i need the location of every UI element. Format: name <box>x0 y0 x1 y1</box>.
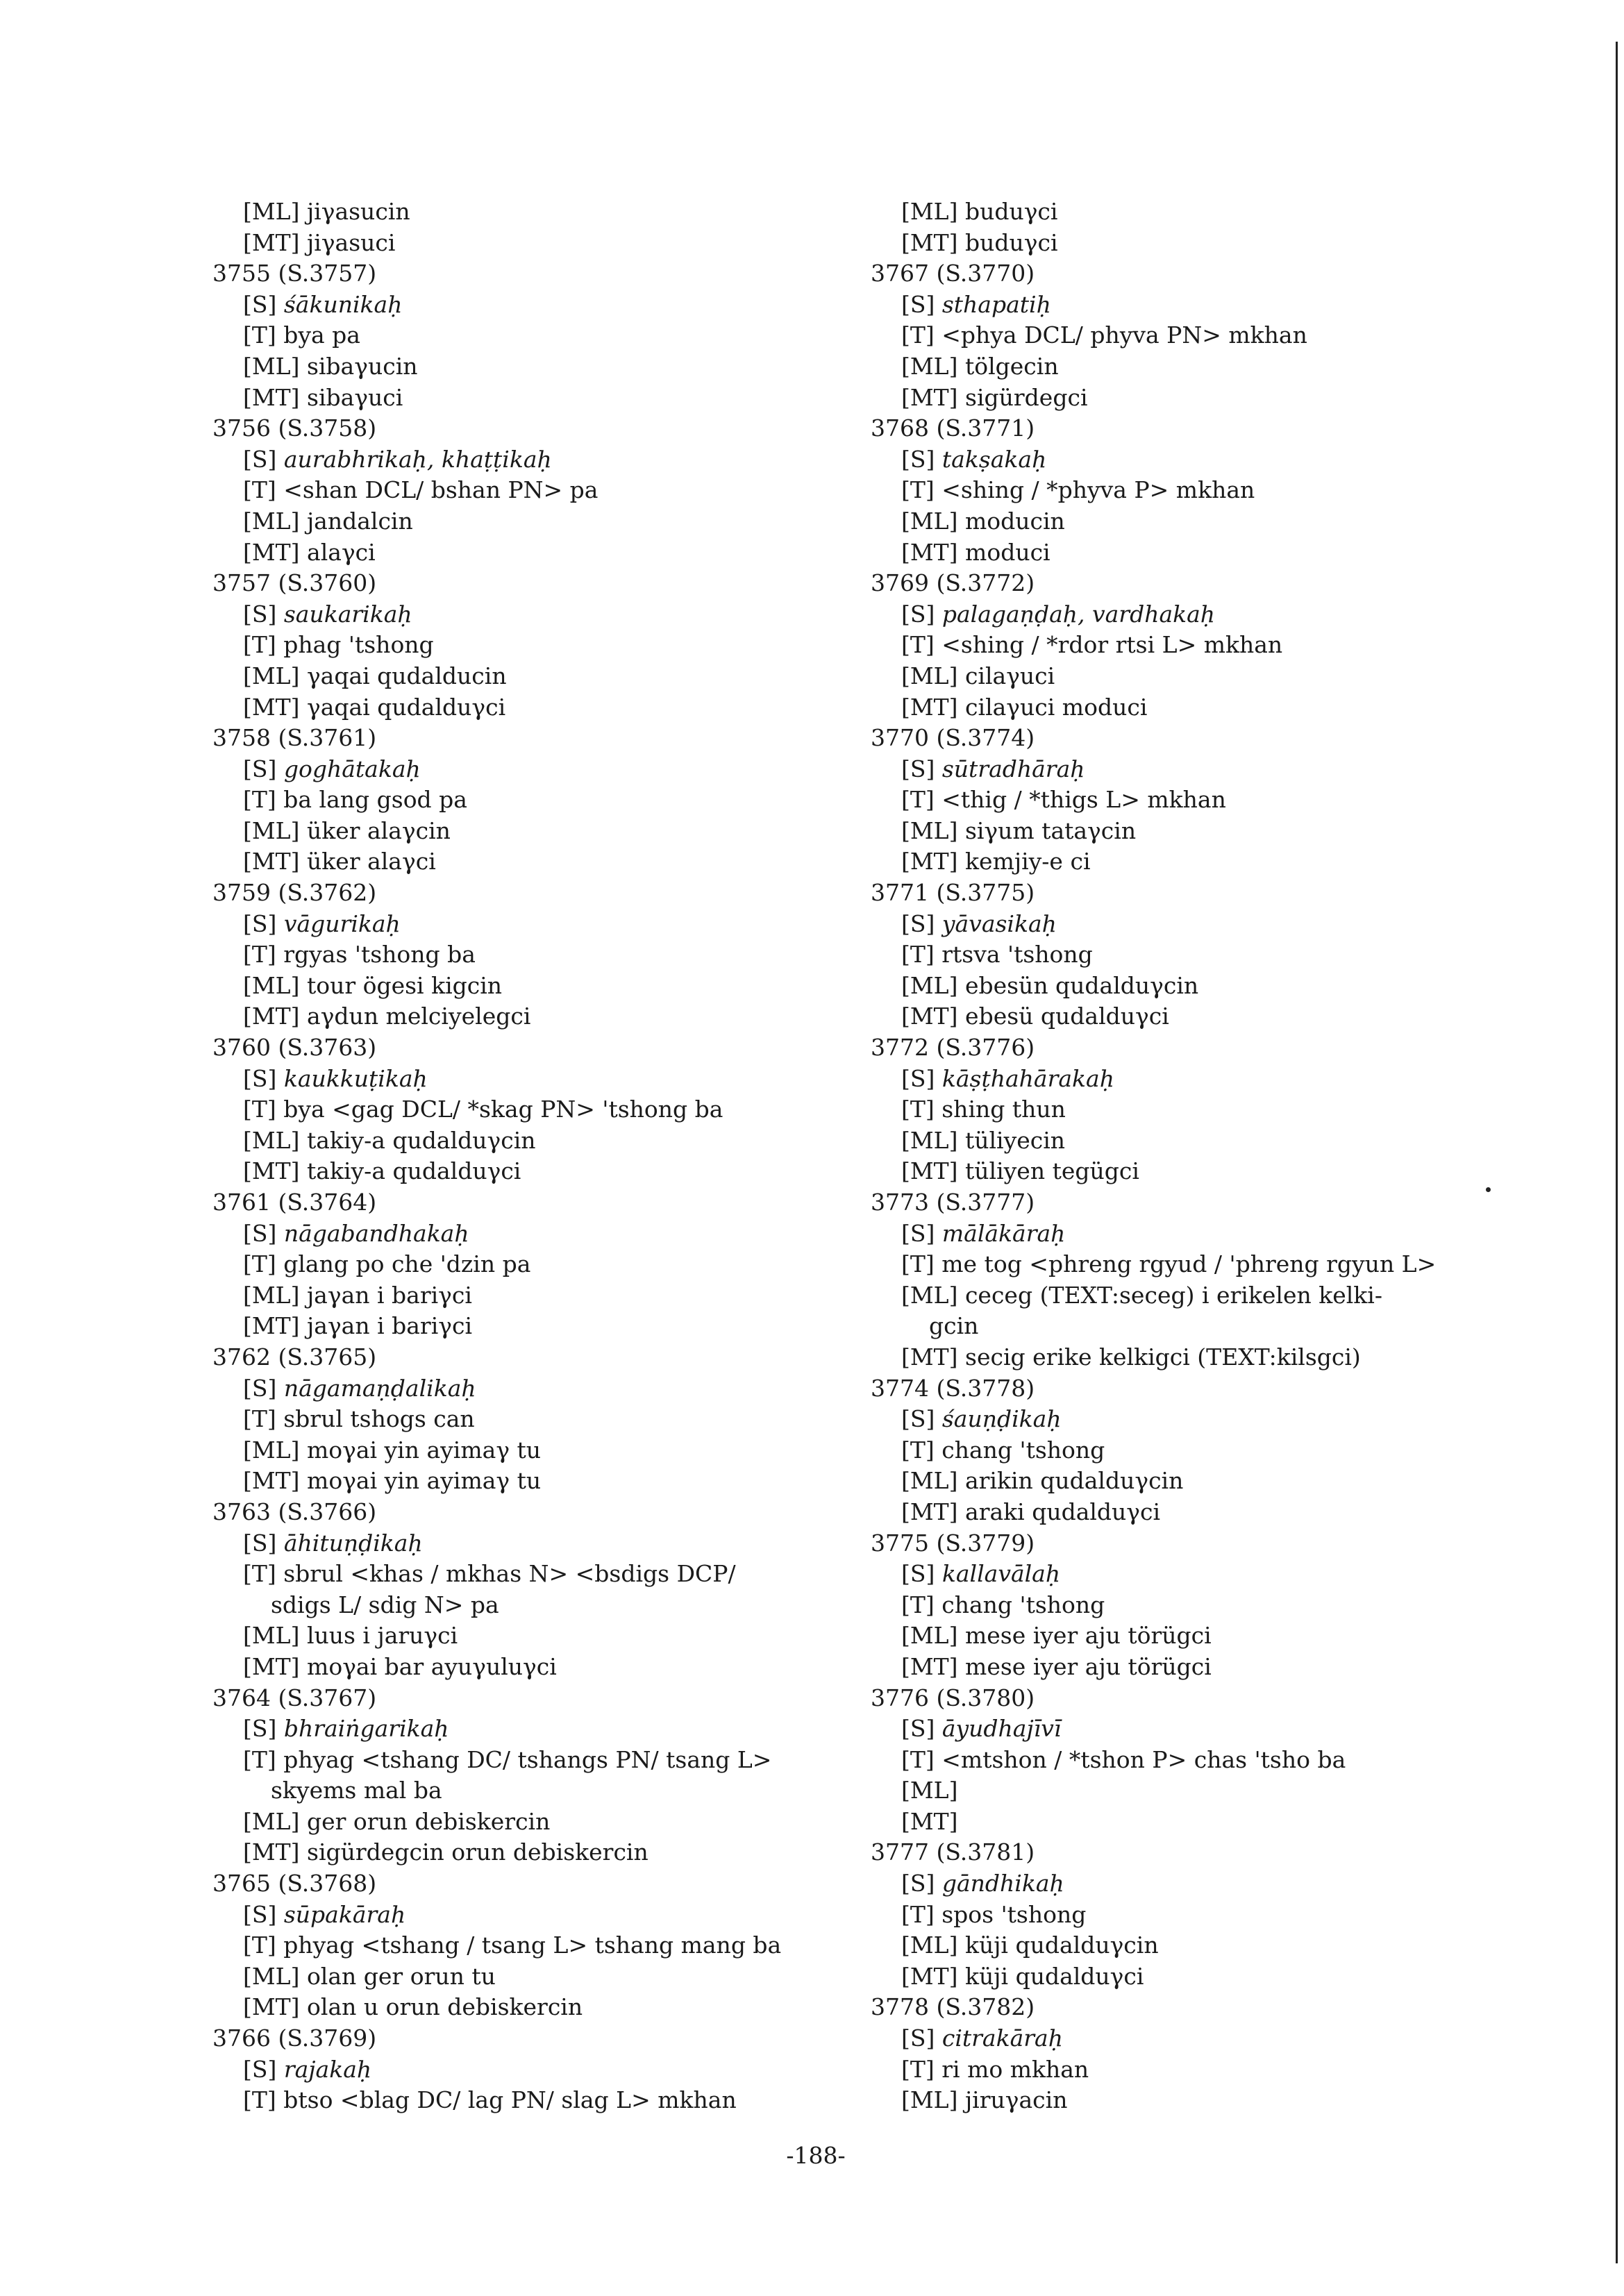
entry-line <box>210 1900 835 1931</box>
line-text: 3769 (S.3772) <box>871 569 1035 597</box>
line-text: [ML] siγum tataγcin <box>901 816 1137 844</box>
entry-number <box>210 568 835 599</box>
entry-line <box>210 1311 835 1342</box>
line-text: 3775 (S.3779) <box>871 1529 1035 1557</box>
entry-line <box>868 1280 1493 1312</box>
entry-line <box>210 1001 835 1032</box>
entry-line <box>210 846 835 878</box>
sanskrit-term: saukarikaḥ <box>283 600 412 628</box>
sanskrit-term: kāṣṭhahārakaḥ <box>941 1064 1114 1092</box>
entry-line <box>868 1156 1493 1187</box>
entry-line <box>868 1868 1493 1900</box>
entry-line <box>868 785 1493 816</box>
sanskrit-term: palagaṇḍaḥ, vardhakaḥ <box>941 600 1216 628</box>
left-column <box>210 196 835 2116</box>
line-text: 3773 (S.3777) <box>871 1189 1035 1216</box>
entry-number <box>868 1373 1493 1405</box>
line-text: [MT] moγai yin ayimaγ tu <box>243 1467 542 1495</box>
line-text: [MT] sigürdegci <box>901 383 1088 411</box>
line-text: [T] chang 'tshong <box>901 1436 1105 1464</box>
entry-line <box>210 909 835 940</box>
entry-line <box>868 816 1493 847</box>
entry-line <box>868 909 1493 940</box>
entry-line <box>210 1775 835 1807</box>
entry-line <box>868 383 1493 414</box>
line-text: [T] <thig / *thigs L> mkhan <box>901 786 1226 814</box>
line-text: 3756 (S.3758) <box>212 414 377 442</box>
line-text: [S] <box>243 445 284 473</box>
entry-number <box>868 568 1493 599</box>
entry-line <box>868 2085 1493 2116</box>
sanskrit-term: takṣakaḥ <box>941 445 1047 473</box>
entry-number <box>210 2023 835 2054</box>
line-text: [ML] tölgecin <box>901 352 1059 380</box>
line-text: [ML] γaqai qudalducin <box>243 662 507 689</box>
line-text: [MT] buduγci <box>901 228 1058 256</box>
entry-line <box>868 1311 1493 1342</box>
line-text: [MT] üker alaγci <box>243 848 436 875</box>
line-text: [MT] sigürdegcin orun debiskercin <box>243 1838 648 1866</box>
entry-line <box>210 2085 835 2116</box>
entry-number <box>868 413 1493 444</box>
entry-line <box>210 1528 835 1559</box>
line-text: [ML] üker alaγcin <box>243 816 451 844</box>
entry-number <box>210 1342 835 1373</box>
page-number: -188- <box>786 2142 846 2169</box>
entry-line <box>868 1652 1493 1683</box>
entry-line <box>868 1713 1493 1745</box>
entry-line <box>868 1342 1493 1373</box>
line-text: [MT] <box>901 1807 958 1835</box>
line-text: 3768 (S.3771) <box>871 414 1035 442</box>
line-text: [MT] aγdun melciyelegci <box>243 1003 531 1030</box>
entry-line <box>868 1559 1493 1590</box>
line-text: 3777 (S.3781) <box>871 1838 1035 1866</box>
line-text: [S] <box>901 1064 942 1092</box>
entry-line <box>868 1094 1493 1125</box>
entry-line <box>868 1745 1493 1776</box>
entry-number <box>210 1187 835 1218</box>
sanskrit-term: sthapatiḥ <box>941 290 1051 318</box>
line-text: [T] <shing / *phyva P> mkhan <box>901 476 1255 504</box>
line-text: 3767 (S.3770) <box>871 260 1035 287</box>
line-text: [T] sbrul tshogs can <box>243 1405 475 1433</box>
sanskrit-term: aurabhrikaḥ, khaṭṭikaḥ <box>283 445 552 473</box>
line-text: [ML] mese iyer aju törügci <box>901 1622 1212 1650</box>
sanskrit-term: āyudhajīvī <box>941 1715 1062 1743</box>
line-text: [S] <box>243 600 284 628</box>
line-text: 3778 (S.3782) <box>871 1993 1035 2021</box>
line-text: [ML] tour ögesi kigcin <box>243 971 503 999</box>
entry-line <box>868 630 1493 661</box>
entry-number <box>210 1868 835 1900</box>
line-text: [S] <box>901 1715 942 1743</box>
entry-number <box>868 1683 1493 1714</box>
line-text: [MT] olan u orun debiskercin <box>243 1993 583 2021</box>
entry-line <box>210 1713 835 1745</box>
entry-line <box>868 971 1493 1002</box>
line-text: [MT] tüliyen tegügci <box>901 1157 1139 1185</box>
line-text: [T] glang po che 'dzin pa <box>243 1250 531 1278</box>
entry-number <box>868 1187 1493 1218</box>
entry-line <box>210 1280 835 1312</box>
sanskrit-term: sūtradhāraḥ <box>941 755 1085 782</box>
entry-line <box>210 1559 835 1590</box>
line-text: [T] phag 'tshong <box>243 631 434 659</box>
line-text: [ML] buduγci <box>901 198 1058 225</box>
entry-number <box>210 1497 835 1528</box>
entry-line <box>210 1156 835 1187</box>
line-text: 3755 (S.3757) <box>212 260 377 287</box>
line-text: [S] <box>243 1529 284 1557</box>
entry-line <box>210 1404 835 1435</box>
entry-number <box>868 723 1493 754</box>
sanskrit-term: āhituṇḍikaḥ <box>283 1529 423 1557</box>
line-text: [S] <box>901 2025 942 2052</box>
entry-line <box>210 1930 835 1961</box>
entry-line <box>210 1064 835 1095</box>
entry-number <box>868 1528 1493 1559</box>
line-text: 3771 (S.3775) <box>871 879 1035 907</box>
line-text: [S] <box>901 910 942 937</box>
entry-line <box>868 1807 1493 1838</box>
entry-line <box>868 1064 1493 1095</box>
entry-line <box>868 2023 1493 2054</box>
entry-line <box>868 1249 1493 1280</box>
line-text: [MT] γaqai qudalduγci <box>243 693 506 721</box>
line-text: 3765 (S.3768) <box>212 1870 377 1897</box>
line-text: 3764 (S.3767) <box>212 1684 377 1711</box>
line-text: [MT] takiy-a qudalduγci <box>243 1157 521 1185</box>
line-text: [S] <box>243 910 284 937</box>
line-text: [ML] küji qudalduγcin <box>901 1932 1159 1959</box>
entry-line <box>210 1373 835 1405</box>
entry-line <box>210 320 835 351</box>
entry-number <box>868 1992 1493 2023</box>
line-text: [T] bya <gag DCL/ *skag PN> 'tshong ba <box>243 1096 723 1123</box>
line-text: [ML] ceceg (TEXT:seceg) i erikelen kelki- <box>901 1281 1382 1309</box>
entry-line <box>868 939 1493 971</box>
sanskrit-term: kaukkuṭikaḥ <box>283 1064 428 1092</box>
line-text: [MT] secig erike kelkigci (TEXT:kilsgci) <box>901 1343 1361 1371</box>
line-text: [T] rgyas 'tshong ba <box>243 941 476 969</box>
line-text: [S] <box>901 1560 942 1588</box>
entry-line <box>868 444 1493 476</box>
entry-line <box>210 1590 835 1621</box>
entry-line <box>210 506 835 537</box>
entry-line <box>868 1125 1493 1157</box>
line-text: [T] sbrul <khas / mkhas N> <bsdigs DCP/ <box>243 1560 736 1588</box>
sanskrit-term: nāgabandhakaḥ <box>283 1219 469 1247</box>
entry-line <box>868 1497 1493 1528</box>
entry-line <box>868 1435 1493 1466</box>
entry-line <box>868 1775 1493 1807</box>
line-text: [ML] cilaγuci <box>901 662 1055 689</box>
entry-line <box>210 971 835 1002</box>
line-text: 3762 (S.3765) <box>212 1343 377 1371</box>
sanskrit-term: kallavālaḥ <box>941 1560 1061 1588</box>
entry-line <box>210 816 835 847</box>
line-text: [S] <box>901 1870 942 1897</box>
entry-number <box>210 1683 835 1714</box>
line-text: 3761 (S.3764) <box>212 1189 377 1216</box>
line-text: [ML] olan ger orun tu <box>243 1962 496 1990</box>
sanskrit-term: yāvasikaḥ <box>941 910 1057 937</box>
entry-line <box>868 196 1493 228</box>
line-text: [ML] jandalcin <box>243 507 413 535</box>
line-text: 3766 (S.3769) <box>212 2025 377 2052</box>
sanskrit-term: bhraiṅgarikaḥ <box>283 1715 449 1743</box>
line-text: [T] btso <blag DC/ lag PN/ slag L> mkhan <box>243 2086 737 2114</box>
line-text: [S] <box>243 1064 284 1092</box>
line-text: [T] <phya DCL/ phyva PN> mkhan <box>901 321 1307 349</box>
entry-line <box>868 351 1493 383</box>
entry-number <box>868 258 1493 290</box>
line-text: 3774 (S.3778) <box>871 1374 1035 1402</box>
sanskrit-term: goghātakaḥ <box>283 755 421 782</box>
entry-line <box>868 1218 1493 1250</box>
entry-number <box>210 723 835 754</box>
entry-line <box>210 1837 835 1868</box>
line-text: [MT] araki qudalduγci <box>901 1498 1161 1525</box>
entry-line <box>210 661 835 692</box>
entry-number <box>868 1837 1493 1868</box>
line-text: [ML] ebesün qudalduγcin <box>901 971 1199 999</box>
entry-line <box>868 506 1493 537</box>
sanskrit-term: śākunikaḥ <box>283 290 403 318</box>
line-text: [S] <box>243 755 284 782</box>
line-text: [ML] tüliyecin <box>901 1126 1066 1154</box>
entry-line <box>210 1745 835 1776</box>
line-text: [ML] arikin qudalduγcin <box>901 1467 1184 1495</box>
line-text: [T] me tog <phreng rgyud / 'phreng rgyun L> <box>901 1250 1437 1278</box>
entry-line <box>210 383 835 414</box>
line-text: [T] bya pa <box>243 321 360 349</box>
line-text: [ML] takiy-a qudalduγcin <box>243 1126 536 1154</box>
entry-line <box>210 785 835 816</box>
line-text: [S] <box>901 445 942 473</box>
right-column <box>868 196 1493 2116</box>
entry-line <box>210 351 835 383</box>
entry-line <box>868 537 1493 569</box>
line-text: 3757 (S.3760) <box>212 569 377 597</box>
entry-line <box>868 2054 1493 2086</box>
line-text: 3772 (S.3776) <box>871 1034 1035 1062</box>
entry-line <box>210 599 835 630</box>
entry-line <box>210 1466 835 1497</box>
line-text: [MT] alaγci <box>243 538 376 566</box>
entry-line <box>868 320 1493 351</box>
entry-line <box>868 290 1493 321</box>
entry-number <box>868 878 1493 909</box>
entry-line <box>210 475 835 506</box>
entry-line <box>210 196 835 228</box>
line-text: [MT] ebesü qudalduγci <box>901 1003 1169 1030</box>
line-text: [S] <box>243 2055 284 2083</box>
line-text: [ML] sibaγucin <box>243 352 418 380</box>
line-text: [T] phyag <tshang / tsang L> tshang mang ba <box>243 1932 782 1959</box>
line-text: [MT] cilaγuci moduci <box>901 693 1148 721</box>
sanskrit-term: vāgurikaḥ <box>283 910 401 937</box>
entry-line <box>868 1001 1493 1032</box>
entry-line <box>868 1590 1493 1621</box>
entry-line <box>868 1620 1493 1652</box>
line-text: [T] ri mo mkhan <box>901 2055 1089 2083</box>
line-text: sdigs L/ sdig N> pa <box>271 1591 499 1618</box>
sanskrit-term: gāndhikaḥ <box>941 1870 1064 1897</box>
line-text: gcin <box>929 1312 979 1340</box>
entry-line <box>210 1961 835 1993</box>
line-text: [ML] luus i jaruγci <box>243 1622 458 1650</box>
entry-line <box>210 754 835 785</box>
entry-line <box>210 1620 835 1652</box>
line-text: [T] shing thun <box>901 1096 1066 1123</box>
entry-line <box>868 1466 1493 1497</box>
entry-number <box>210 878 835 909</box>
entry-line <box>868 1900 1493 1931</box>
entry-line <box>210 1435 835 1466</box>
entry-line <box>868 846 1493 878</box>
entry-line <box>210 444 835 476</box>
line-text: 3759 (S.3762) <box>212 879 377 907</box>
sanskrit-term: nāgamaṇḍalikaḥ <box>283 1374 476 1402</box>
line-text: [ML] moγai yin ayimaγ tu <box>243 1436 542 1464</box>
line-text: 3770 (S.3774) <box>871 724 1035 752</box>
line-text: [MT] jaγan i bariγci <box>243 1312 473 1340</box>
entry-line <box>210 537 835 569</box>
entry-line <box>868 692 1493 723</box>
entry-line <box>868 661 1493 692</box>
line-text: skyems mal ba <box>271 1777 442 1804</box>
entry-number <box>210 258 835 290</box>
line-text: [T] rtsva 'tshong <box>901 941 1093 969</box>
line-text: [T] chang 'tshong <box>901 1591 1105 1618</box>
entry-line <box>868 1961 1493 1993</box>
line-text: [S] <box>901 1405 942 1433</box>
line-text: [MT] moduci <box>901 538 1050 566</box>
entry-line <box>868 754 1493 785</box>
line-text: [ML] <box>901 1777 958 1804</box>
line-text: [T] <mtshon / *tshon P> chas 'tsho ba <box>901 1745 1346 1773</box>
sanskrit-term: rajakaḥ <box>283 2055 372 2083</box>
line-text: 3763 (S.3766) <box>212 1498 377 1525</box>
line-text: [S] <box>243 290 284 318</box>
line-text: [S] <box>243 1900 284 1928</box>
sanskrit-term: citrakāraḥ <box>941 2025 1063 2052</box>
line-text: [T] <shan DCL/ bshan PN> pa <box>243 476 598 504</box>
entry-line <box>210 228 835 259</box>
line-text: [T] ba lang gsod pa <box>243 786 467 814</box>
line-text: [S] <box>243 1374 284 1402</box>
line-text: 3776 (S.3780) <box>871 1684 1035 1711</box>
sanskrit-term: mālākāraḥ <box>941 1219 1066 1247</box>
line-text: [T] spos 'tshong <box>901 1900 1087 1928</box>
line-text: [MT] küji qudalduγci <box>901 1962 1144 1990</box>
line-text: 3760 (S.3763) <box>212 1034 377 1062</box>
entry-line <box>868 228 1493 259</box>
entry-line <box>210 2054 835 2086</box>
line-text: [ML] jiγasucin <box>243 198 410 225</box>
entry-line <box>868 599 1493 630</box>
stray-dot <box>1486 1187 1491 1192</box>
line-text: [S] <box>243 1715 284 1743</box>
entry-number <box>868 1032 1493 1064</box>
line-text: [S] <box>901 290 942 318</box>
entry-line <box>210 1807 835 1838</box>
entry-line <box>210 1218 835 1250</box>
line-text: [ML] jaγan i bariγci <box>243 1281 472 1309</box>
entry-number <box>210 413 835 444</box>
entry-line <box>210 630 835 661</box>
line-text: [T] <shing / *rdor rtsi L> mkhan <box>901 631 1283 659</box>
line-text: [MT] moγai bar ayuγuluγci <box>243 1652 557 1680</box>
entry-line <box>210 939 835 971</box>
entry-line <box>210 1125 835 1157</box>
entry-line <box>210 1249 835 1280</box>
line-text: [ML] ger orun debiskercin <box>243 1807 551 1835</box>
entry-line <box>210 290 835 321</box>
entry-line <box>868 475 1493 506</box>
line-text: [S] <box>243 1219 284 1247</box>
page-edge-line <box>1616 42 1618 2263</box>
line-text: [MT] kemjiy-e ci <box>901 848 1091 875</box>
entry-line <box>868 1404 1493 1435</box>
sanskrit-term: śauṇḍikaḥ <box>941 1405 1062 1433</box>
line-text: [MT] jiγasuci <box>243 228 396 256</box>
line-text: [S] <box>901 600 942 628</box>
line-text: [S] <box>901 1219 942 1247</box>
sanskrit-term: sūpakāraḥ <box>283 1900 406 1928</box>
entry-line <box>210 692 835 723</box>
line-text: [S] <box>901 755 942 782</box>
line-text: 3758 (S.3761) <box>212 724 377 752</box>
line-text: [MT] sibaγuci <box>243 383 403 411</box>
line-text: [ML] moducin <box>901 507 1065 535</box>
line-text: [MT] mese iyer aju törügci <box>901 1652 1212 1680</box>
entry-line <box>868 1930 1493 1961</box>
line-text: [T] phyag <tshang DC/ tshangs PN/ tsang L> <box>243 1745 772 1773</box>
entry-line <box>210 1992 835 2023</box>
entry-line <box>210 1094 835 1125</box>
entry-line <box>210 1652 835 1683</box>
line-text: [ML] jiruγacin <box>901 2086 1068 2114</box>
entry-number <box>210 1032 835 1064</box>
